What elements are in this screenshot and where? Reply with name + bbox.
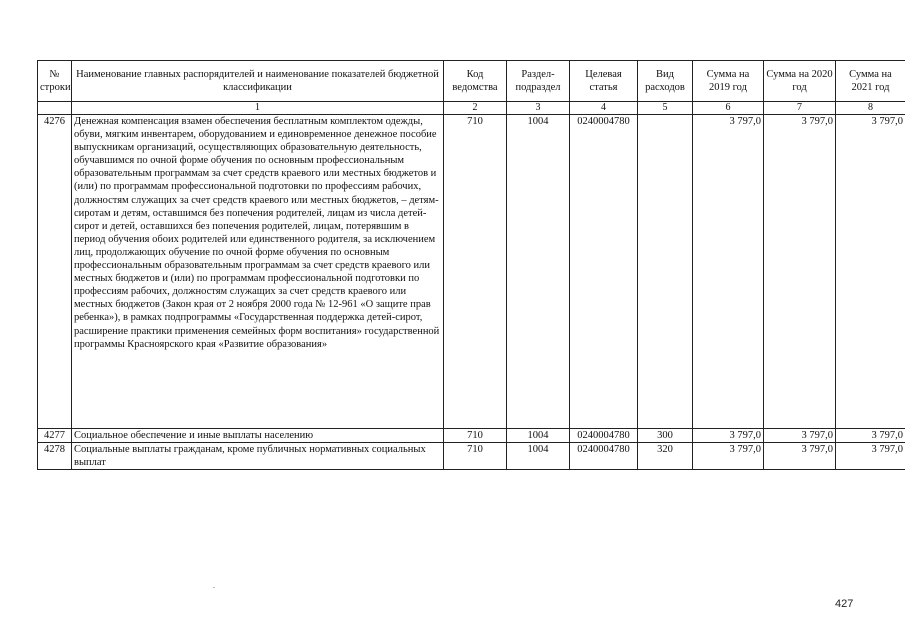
col-header-row-number: № строки [38,61,72,102]
col-header-statya: Целевая статья [570,61,638,102]
row-razdel: 1004 [507,429,570,443]
row-vid [638,115,693,429]
col-number: 1 [72,102,444,115]
row-vid: 300 [638,429,693,443]
col-number: 7 [764,102,836,115]
row-vedomstvo: 710 [444,429,507,443]
col-number: 2 [444,102,507,115]
row-sum-2021: 3 797,0 [836,429,905,443]
col-header-razdel: Раздел-подраздел [507,61,570,102]
table-row [38,429,905,443]
row-name: Социальное обеспечение и иные выплаты населению [72,429,444,443]
header-row [38,61,905,102]
col-number: 3 [507,102,570,115]
row-name: Социальные выплаты гражданам, кроме публичных нормативных социальных выплат [72,443,444,470]
row-sum-2020: 3 797,0 [764,443,836,470]
col-header-sum-2021: Сумма на 2021 год [836,61,905,102]
row-statya: 0240004780 [570,429,638,443]
row-vedomstvo: 710 [444,115,507,429]
row-number: 4278 [38,443,72,470]
col-number [38,102,72,115]
row-razdel: 1004 [507,443,570,470]
row-sum-2019: 3 797,0 [693,443,764,470]
col-number: 6 [693,102,764,115]
col-number: 5 [638,102,693,115]
row-sum-2020: 3 797,0 [764,115,836,429]
row-number: 4276 [38,115,72,429]
column-number-row [38,102,905,115]
row-statya: 0240004780 [570,443,638,470]
col-header-sum-2019: Сумма на 2019 год [693,61,764,102]
row-name: Денежная компенсация взамен обеспечения бесплатным комплектом одежды, обуви, мягким инвентарем, оборудованием и единовременное денежное пособие выпускникам организаций, осуществляющих образовательную деятельность, обучавшимся по очной форме обучения по основным профессиональным образовательным программам за счет средств краевого или местных бюджетов и (или) по программам профессиональной подготовки по профессиям рабочих, должностям служащих за счет средств краевого или местных бюджетов, – детям-сиротам и детям, оставшимся без попечения родителей, лицам из числа детей-сирот и детей, оставшихся без попечения родителей, лицам, потерявшим в период обучения обоих родителей или единственного родителя, за исключением лиц, продолжающих обучение по очной форме обучения по основным профессиональным образовательным программам за счет средств краевого или местных бюджетов и (или) по программам профессиональной подготовки по профессиям рабочих, должностям служащих за счет средств краевого или местных бюджетов (Закон края от 2 ноября 2000 года № 12-961 «О защите прав ребенка»), в рамках подпрограммы «Государственная поддержка детей-сирот, расширение практики применения семейных форм воспитания» государственной программы Красноярского края «Развитие образования» [72,115,444,429]
row-sum-2021: 3 797,0 [836,443,905,470]
row-sum-2021: 3 797,0 [836,115,905,429]
col-number: 4 [570,102,638,115]
budget-table [37,60,905,470]
row-statya: 0240004780 [570,115,638,429]
row-sum-2019: 3 797,0 [693,115,764,429]
page-number: 427 [835,598,854,610]
table-row [38,443,905,470]
row-razdel: 1004 [507,115,570,429]
table-row [38,115,905,429]
row-number: 4277 [38,429,72,443]
row-sum-2019: 3 797,0 [693,429,764,443]
row-sum-2020: 3 797,0 [764,429,836,443]
row-vedomstvo: 710 [444,443,507,470]
col-header-vedomstvo: Код ведомства [444,61,507,102]
row-vid: 320 [638,443,693,470]
col-header-name: Наименование главных распорядителей и наименование показателей бюджетной классификации [72,61,444,102]
col-number: 8 [836,102,905,115]
col-header-sum-2020: Сумма на 2020 год [764,61,836,102]
col-header-vid: Вид расходов [638,61,693,102]
scan-speck [213,587,215,588]
